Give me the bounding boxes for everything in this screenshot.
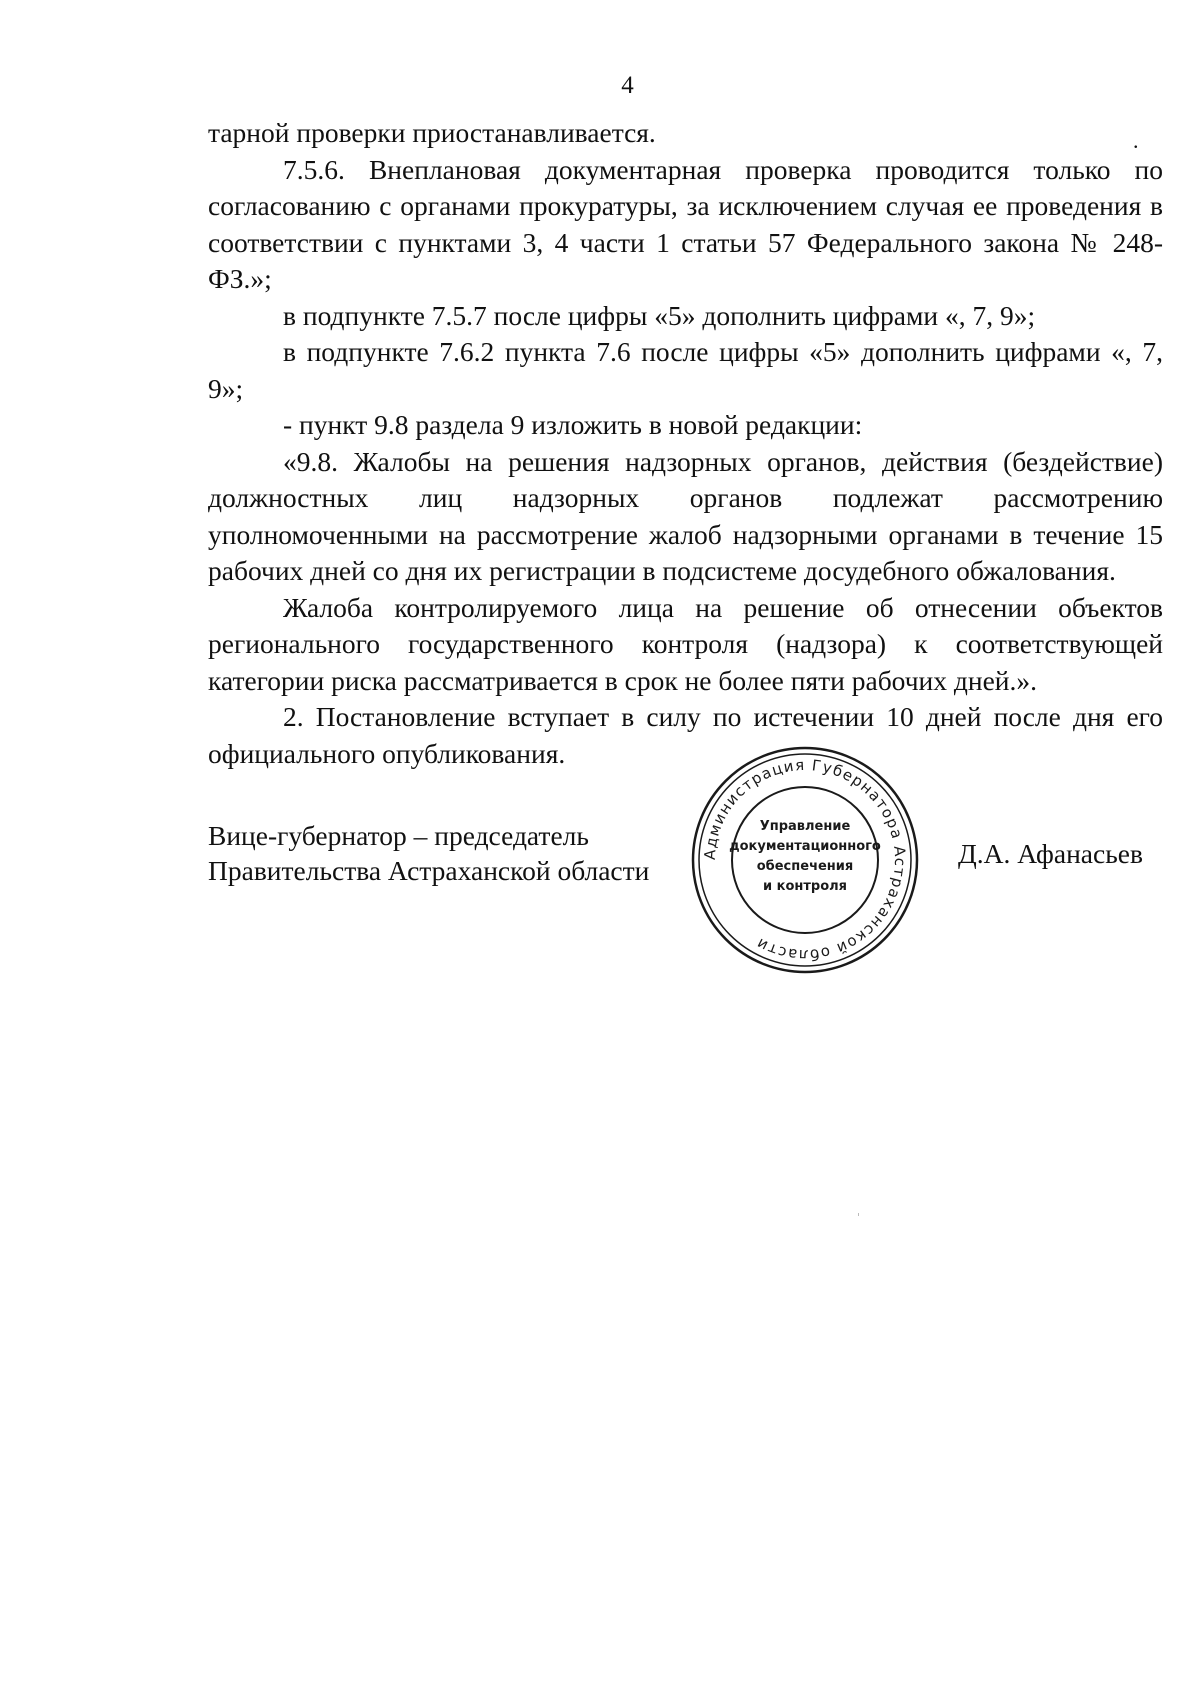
- seal-inner-line1: Управление: [759, 819, 851, 834]
- signatory-name: Д.А. Афанасьев: [958, 838, 1143, 869]
- paragraph-9-8: «9.8. Жалобы на решения надзорных органов, действия (бездействие) должностных лиц надзорных органов подлежат рассмотрению уполномоченными на рассмотрение жалоб надзорными органами в течение 15 рабочих дней со дня их регистрации в подсистеме досудебного обжалования.: [208, 445, 1163, 586]
- paragraph-complaint: Жалоба контролируемого лица на решение об отнесении объектов регионального государственного контроля (надзора) к соответствующей категории риска рассматривается в срок не более пяти рабочих дней.».: [208, 591, 1163, 696]
- signatory-position: [208, 818, 649, 888]
- seal-inner-line4: и контроля: [762, 879, 848, 894]
- document-body: [208, 115, 1163, 772]
- signatory-position-line2: Правительства Астраханской области: [208, 855, 650, 886]
- signatory-position-line1: Вице-губернатор – председатель: [208, 820, 589, 851]
- paragraph-continuation: тарной проверки приостанавливается.: [208, 117, 656, 148]
- paragraph-9-8-intro: - пункт 9.8 раздела 9 изложить в новой редакции:: [283, 409, 863, 440]
- stray-mark: .: [1133, 128, 1139, 153]
- paragraph-7-5-6: 7.5.6. Внеплановая документарная проверка проводится только по согласованию с органами прокуратуры, за исключением случая ее проведения в соответствии с пунктами 3, 4 части 1 статьи 57 Федерального закона № 248-ФЗ.»;: [208, 153, 1163, 294]
- paragraph-7-6-2: в подпункте 7.6.2 пункта 7.6 после цифры «5» дополнить цифрами «, 7, 9»;: [208, 336, 1163, 404]
- seal-outer-text: Администрация Губернатора Астраханской области: [700, 755, 910, 965]
- seal-inner-line2: документационного: [729, 839, 881, 854]
- paragraph-effective-date: 2. Постановление вступает в силу по истечении 10 дней после дня его официального опубликования.: [208, 701, 1163, 769]
- seal-inner-line3: обеспечения: [756, 859, 854, 874]
- page-number: 4: [621, 72, 634, 99]
- official-seal: [690, 745, 920, 975]
- scan-artifact: [858, 1213, 859, 1216]
- paragraph-7-5-7: в подпункте 7.5.7 после цифры «5» дополнить цифрами «, 7, 9»;: [283, 299, 1036, 331]
